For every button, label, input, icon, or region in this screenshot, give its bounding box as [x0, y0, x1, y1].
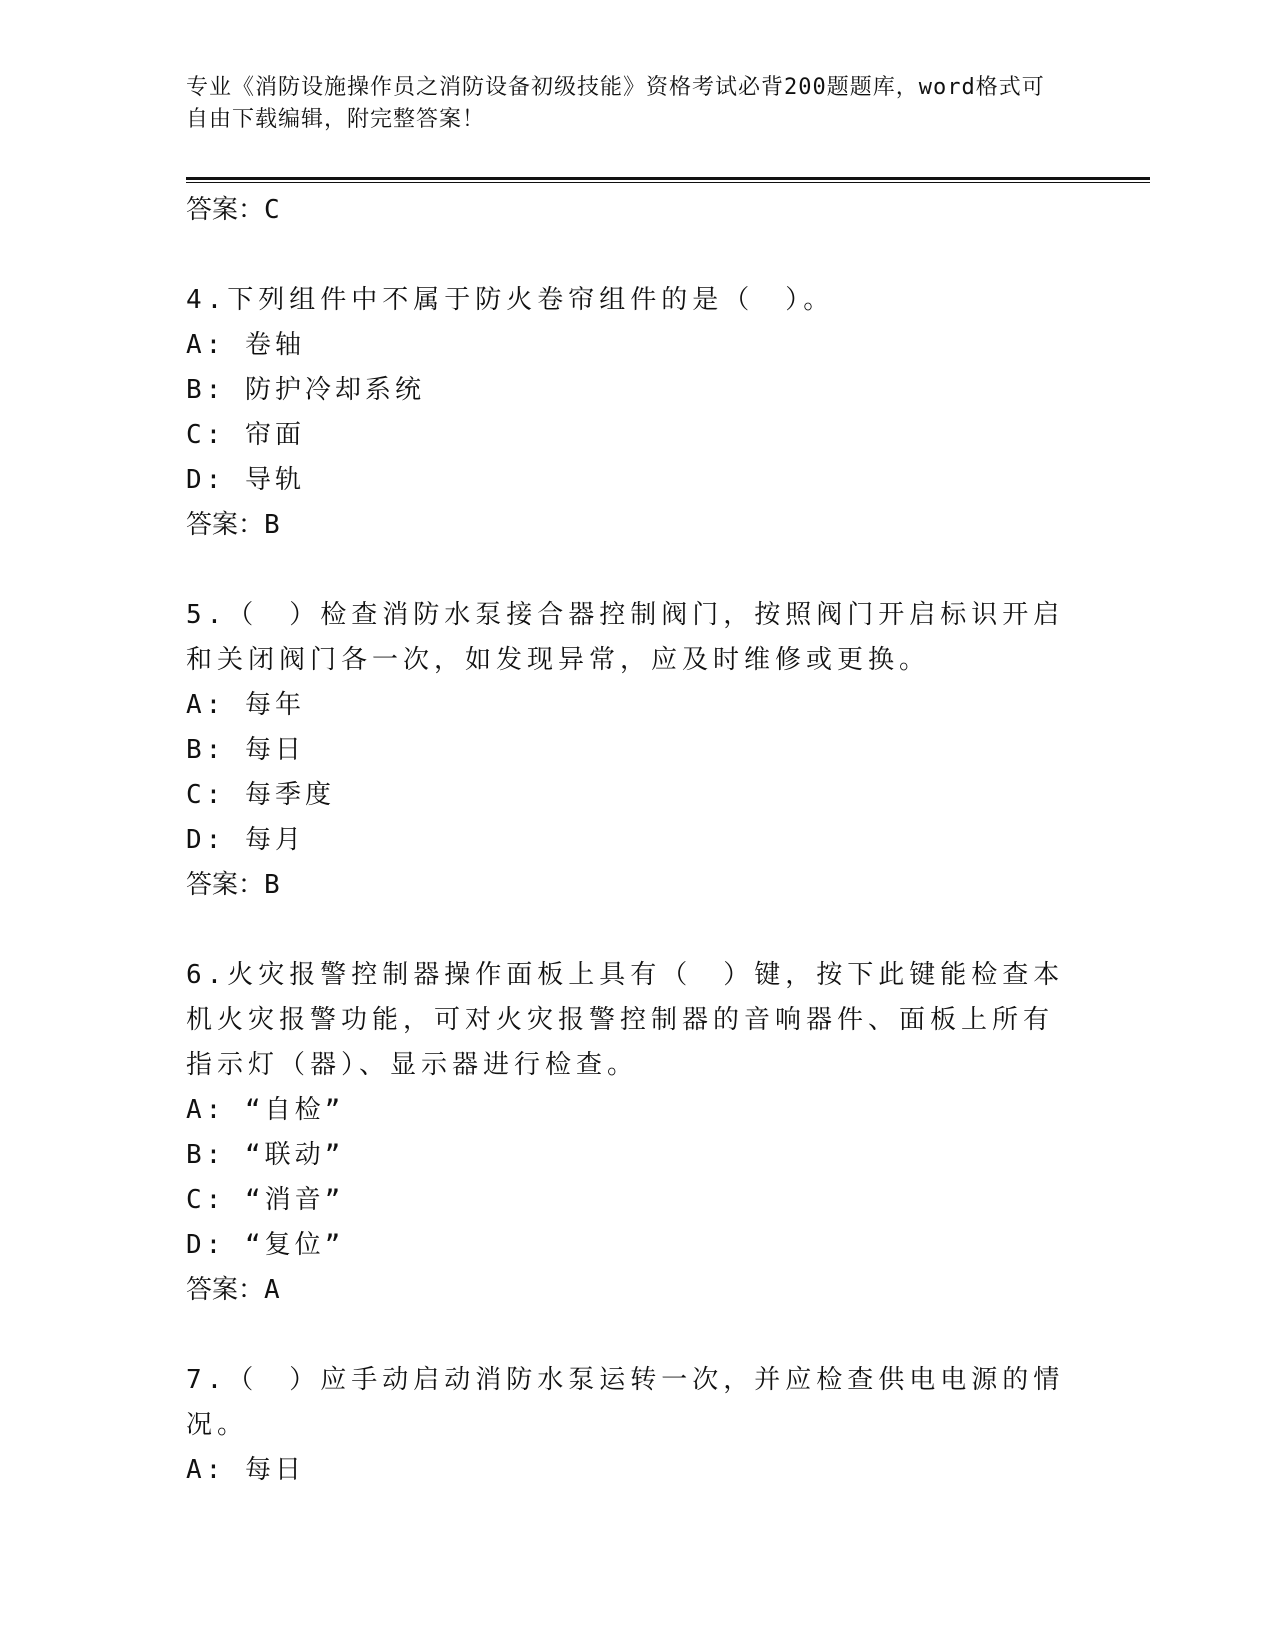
- question-text: 4.下列组件中不属于防火卷帘组件的是（ ）。: [186, 285, 835, 315]
- question-item: [186, 278, 1066, 548]
- option-c: C: 每季度: [186, 780, 335, 810]
- option-a: A: 卷轴: [186, 330, 305, 360]
- answer-line: [186, 503, 1066, 548]
- question-list: [186, 188, 1066, 1493]
- option-a: A: 每年: [186, 690, 305, 720]
- answer-label: 答案：: [186, 1275, 265, 1305]
- header-rule-thick: [186, 177, 1150, 180]
- option-b: B: 每日: [186, 735, 305, 765]
- option-c: C: 帘面: [186, 420, 305, 450]
- question-text: 5.（ ）检查消防水泵接合器控制阀门，按照阀门开启标识开启和关闭阀门各一次，如发现异常，应及时维修或更换。: [186, 600, 1065, 675]
- option-c: C: “消音”: [186, 1185, 345, 1215]
- answer-label: 答案：: [186, 870, 265, 900]
- answer-value: B: [264, 870, 280, 900]
- answer-line: [186, 863, 1066, 908]
- question-item: [186, 593, 1066, 908]
- answer-value: C: [264, 195, 280, 225]
- question-item: [186, 953, 1066, 1313]
- document-header: 专业《消防设施操作员之消防设备初级技能》资格考试必背200题题库，word格式可自由下载编辑，附完整答案！: [186, 75, 1045, 132]
- question-item: [186, 1358, 1066, 1493]
- answer-line: [186, 1268, 1066, 1313]
- answer-value: B: [264, 510, 280, 540]
- option-b: B: 防护冷却系统: [186, 375, 425, 405]
- question-text: 6.火灾报警控制器操作面板上具有（ ）键，按下此键能检查本机火灾报警功能，可对火灾报警控制器的音响器件、面板上所有指示灯（器）、显示器进行检查。: [186, 960, 1065, 1080]
- question-text: 7.（ ）应手动启动消防水泵运转一次，并应检查供电电源的情况。: [186, 1365, 1065, 1440]
- option-a: A: “自检”: [186, 1095, 345, 1125]
- option-d: D: 导轨: [186, 465, 305, 495]
- answer-label: 答案：: [186, 195, 265, 225]
- answer-value: A: [264, 1275, 280, 1305]
- answer-label: 答案：: [186, 510, 265, 540]
- option-b: B: “联动”: [186, 1140, 345, 1170]
- option-d: D: “复位”: [186, 1230, 345, 1260]
- answer-line: [186, 188, 1066, 233]
- header-rule-thin: [186, 182, 1150, 183]
- option-a: A: 每日: [186, 1455, 305, 1485]
- option-d: D: 每月: [186, 825, 305, 855]
